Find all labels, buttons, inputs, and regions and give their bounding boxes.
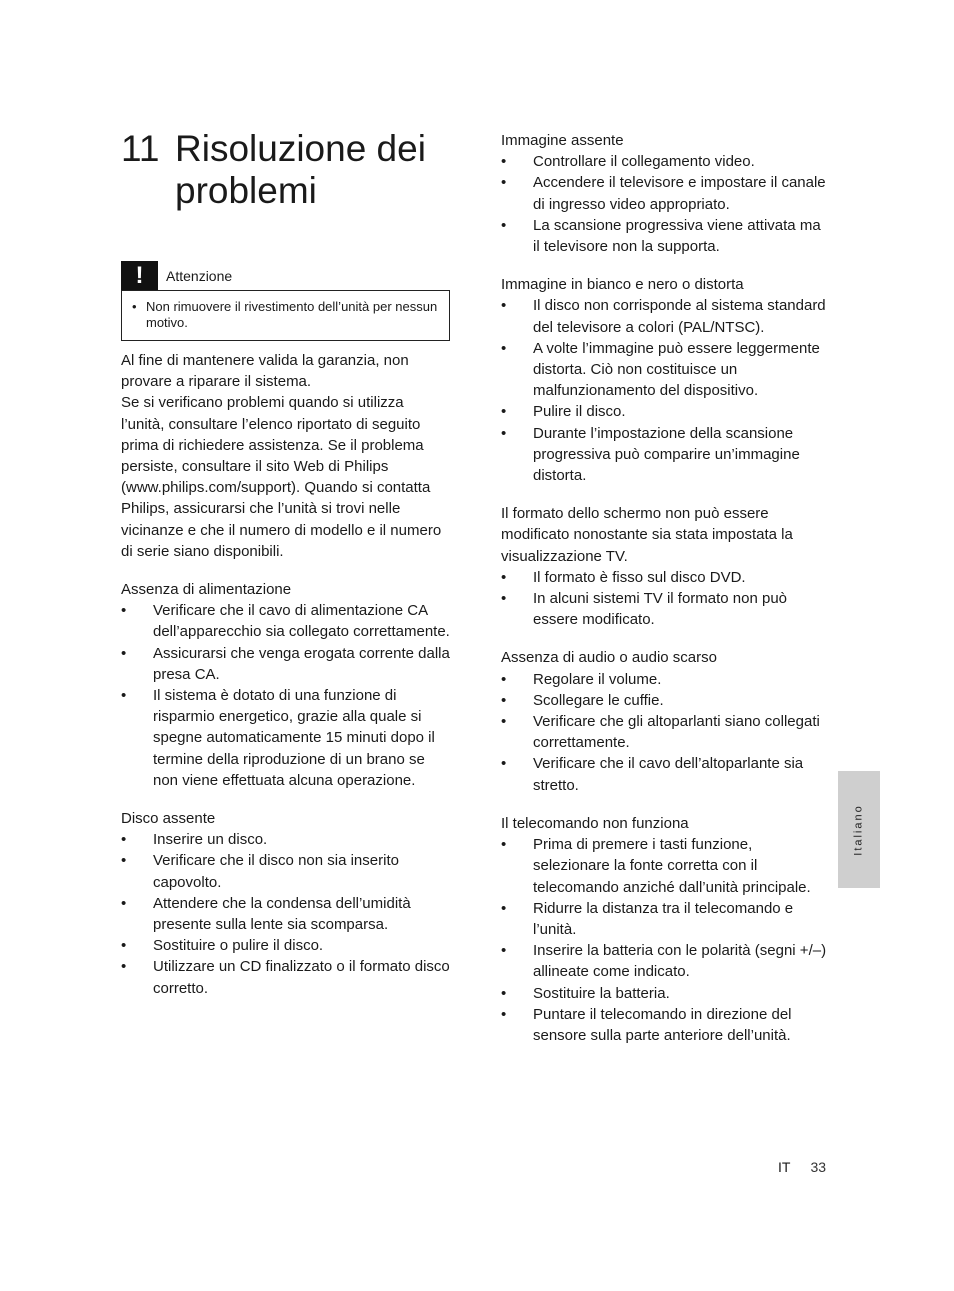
warning-notice: [121, 261, 450, 341]
list-item: [501, 215, 831, 257]
list-item: [121, 956, 451, 998]
bullet: •: [501, 691, 507, 709]
list-item: [121, 829, 451, 850]
list-item-text: Il disco non corrisponde al sistema standard del televisore a colori (PAL/NTSC).: [533, 297, 826, 336]
list-item: [501, 898, 831, 940]
list-item: [501, 338, 831, 402]
bullet: •: [501, 174, 507, 192]
bullet-list: [121, 829, 451, 999]
bullet: •: [121, 852, 127, 870]
list-item-text: Il formato è fisso sul disco DVD.: [533, 568, 746, 586]
list-item-text: Scollegare le cuffie.: [533, 691, 664, 709]
bullet: •: [501, 899, 507, 917]
list-item: [121, 935, 451, 956]
bullet: •: [121, 894, 127, 912]
list-item: [501, 172, 831, 214]
side-tab-label: Italiano: [853, 803, 866, 856]
bullet: •: [501, 216, 507, 234]
list-item-text: Controllare il collegamento video.: [533, 153, 755, 171]
list-item: [121, 643, 451, 685]
troubleshoot-section: [501, 503, 831, 630]
list-item: [501, 753, 831, 795]
list-item: [121, 850, 451, 892]
list-item: [501, 567, 831, 588]
bullet-list: [501, 295, 831, 486]
list-item-text: In alcuni sistemi TV il formato non può essere modificato.: [533, 590, 788, 629]
bullet: •: [501, 297, 507, 315]
bullet-list: [501, 669, 831, 796]
section-title: Disco assente: [121, 810, 216, 828]
list-item: [501, 834, 831, 898]
page-number: 33: [810, 1159, 827, 1175]
language-side-tab: [838, 771, 880, 888]
warning-label: Attenzione: [166, 267, 233, 284]
bullet-list: [501, 151, 831, 257]
bullet: •: [501, 755, 507, 773]
intro-paragraph: Se si verificano problemi quando si utilizza l’unità, consultare l’elenco riportato di seguito prima di richiedere assistenza. Se il problema persiste, consultare il sito Web di Philips (www.philips.com/support). Quando si contatta Philips, assicurarsi che l’unità si trovi nelle vicinanze e che il numero di modello e il numero di serie siano disponibili.: [121, 394, 442, 560]
list-item-text: Pulire il disco.: [533, 403, 626, 421]
list-item-text: Regolare il volume.: [533, 670, 662, 688]
list-item-text: A volte l’immagine può essere leggermente distorta. Ciò non costituisce un malfunzionamento del dispositivo.: [533, 339, 820, 400]
list-item-text: Utilizzare un CD finalizzato o il formato disco corretto.: [153, 958, 450, 997]
list-item: [501, 295, 831, 337]
section-title: Il formato dello schermo non può essere modificato nonostante sia stata impostata la visualizzazione TV.: [501, 505, 793, 565]
section-title: Immagine assente: [501, 132, 624, 149]
troubleshoot-section: [121, 579, 451, 791]
section-title: Immagine in bianco e nero o distorta: [501, 276, 744, 294]
troubleshoot-section: [501, 274, 831, 486]
warning-box: [121, 290, 450, 341]
troubleshoot-section: [121, 808, 451, 999]
list-item-text: Verificare che il cavo di alimentazione CA dell’apparecchio sia collegato correttamente.: [153, 602, 450, 641]
list-item-text: Verificare che il disco non sia inserito capovolto.: [153, 852, 399, 891]
list-item-text: Ridurre la distanza tra il telecomando e l’unità.: [533, 899, 794, 938]
chapter-title: [121, 128, 451, 212]
list-item-text: Il sistema è dotato di una funzione di risparmio energetico, grazie alla quale si spegne automaticamente 15 minuti dopo il termine della riproduzione di un brano se non viene effettuata alcuna operazione.: [153, 687, 435, 789]
right-sections: [501, 130, 831, 1046]
section-title: Il telecomando non funziona: [501, 814, 689, 832]
warning-header: [121, 261, 450, 290]
bullet: •: [132, 299, 137, 314]
chapter-title-text: Risoluzione dei problemi: [175, 128, 426, 211]
bullet: •: [121, 602, 127, 620]
list-item: [501, 711, 831, 753]
intro-paragraph: Al fine di mantenere valida la garanzia, non provare a riparare il sistema.: [121, 352, 409, 391]
warning-item-text: Non rimuovere il rivestimento dell’unità per nessun motivo.: [146, 299, 438, 330]
intro-text: [121, 350, 451, 562]
chapter-number: 11: [121, 128, 160, 169]
list-item: [501, 940, 831, 982]
left-column: [121, 128, 451, 999]
exclamation-icon: !: [121, 261, 158, 290]
bullet: •: [501, 424, 507, 442]
list-item-text: Sostituire la batteria.: [533, 984, 670, 1002]
section-title: Assenza di alimentazione: [121, 581, 292, 599]
bullet: •: [121, 644, 127, 662]
bullet: •: [121, 937, 127, 955]
list-item: [501, 983, 831, 1004]
list-item: [121, 600, 451, 642]
bullet: •: [501, 670, 507, 688]
bullet: •: [501, 590, 507, 608]
list-item: [121, 685, 451, 791]
bullet-list: [501, 834, 831, 1046]
bullet: •: [121, 958, 127, 976]
bullet: •: [501, 984, 507, 1002]
list-item-text: Inserire un disco.: [153, 831, 268, 849]
troubleshoot-section: [501, 130, 831, 257]
bullet: •: [501, 836, 507, 854]
list-item-text: Accendere il televisore e impostare il canale di ingresso video appropriato.: [533, 174, 826, 213]
list-item: [501, 423, 831, 487]
list-item-text: Assicurarsi che venga erogata corrente dalla presa CA.: [153, 644, 450, 683]
list-item: [501, 588, 831, 630]
bullet: •: [501, 568, 507, 586]
bullet: •: [501, 153, 507, 171]
list-item: [501, 1004, 831, 1046]
list-item-text: Prima di premere i tasti funzione, selezionare la fonte corretta con il telecomando anziché dall’unità principale.: [533, 836, 811, 896]
bullet-list: [121, 600, 451, 791]
right-column: [501, 130, 831, 1046]
list-item-text: Sostituire o pulire il disco.: [153, 937, 324, 955]
list-item: [501, 690, 831, 711]
list-item-text: Verificare che gli altoparlanti siano collegati correttamente.: [533, 713, 820, 752]
warning-item: [132, 299, 439, 331]
list-item-text: Attendere che la condensa dell’umidità presente sulla lente sia scomparsa.: [153, 894, 411, 934]
footer-language: IT: [778, 1159, 791, 1175]
list-item-text: Inserire la batteria con le polarità (segni +/–) allineate come indicato.: [533, 942, 827, 981]
left-sections: [121, 579, 451, 999]
list-item: [501, 401, 831, 422]
list-item-text: La scansione progressiva viene attivata ma il televisore non la supporta.: [533, 216, 821, 256]
list-item: [121, 893, 451, 935]
bullet-list: [501, 567, 831, 631]
list-item-text: Verificare che il cavo dell’altoparlante sia stretto.: [533, 755, 804, 794]
troubleshoot-section: [501, 647, 831, 795]
list-item-text: Puntare il telecomando in direzione del sensore sulla parte anteriore dell’unità.: [533, 1005, 792, 1044]
section-title: Assenza di audio o audio scarso: [501, 649, 717, 667]
bullet: •: [501, 403, 507, 421]
bullet: •: [501, 339, 507, 357]
bullet: •: [501, 713, 507, 731]
list-item: [501, 669, 831, 690]
list-item-text: Durante l’impostazione della scansione progressiva può comparire un’immagine distorta.: [533, 424, 800, 485]
bullet: •: [501, 1005, 507, 1023]
bullet: •: [121, 831, 127, 849]
page-footer: [778, 1159, 826, 1175]
list-item: [501, 151, 831, 172]
bullet: •: [501, 942, 507, 960]
troubleshoot-section: [501, 813, 831, 1046]
bullet: •: [121, 687, 127, 705]
